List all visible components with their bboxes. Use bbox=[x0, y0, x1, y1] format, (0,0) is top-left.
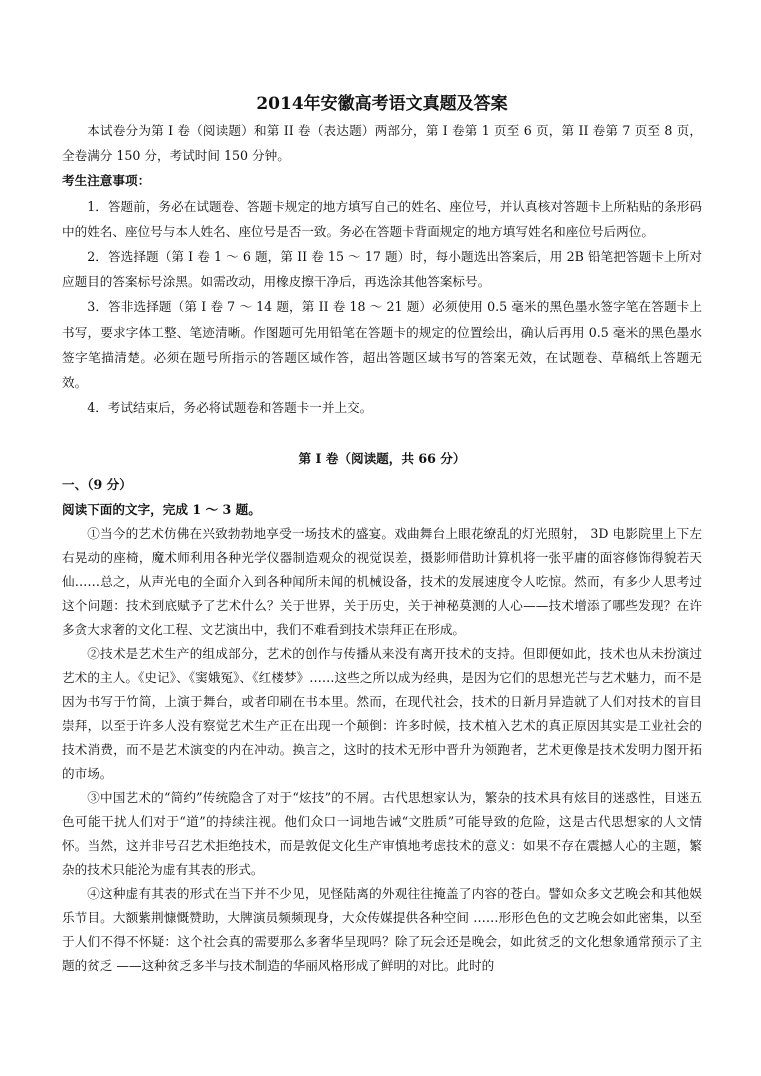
document-title: 2014年安徽高考语文真题及答案 bbox=[256, 94, 508, 114]
notice-item-1: 1．答题前，务必在试题卷、答题卡规定的地方填写自己的姓名、座位号，并认真核对答题卡上所粘贴的条形码中的姓名、座位号与本人姓名、座位号是否一致。务必在答题卡背面规定的地方填写姓名和座位号后两位。 bbox=[62, 198, 702, 239]
notice-item-4: 4．考试结束后，务必将试题卷和答题卡一并上交。 bbox=[87, 400, 373, 416]
document-page bbox=[62, 92, 702, 978]
part-heading: 一、（9 分） bbox=[62, 476, 132, 492]
notice-item-2: 2．答选择题（第 I 卷 1 ～ 6 题，第 II 卷 15 ～ 17 题）时，每小题选出答案后，用 2B 铅笔把答题卡上所对应题目的答案标号涂黑。如需改动，用橡皮擦干净后，再选涂其他答案标号。 bbox=[62, 249, 702, 290]
notice-heading: 考生注意事项： bbox=[62, 173, 151, 189]
reading-instruction: 阅读下面的文字，完成 1 ～ 3 题。 bbox=[62, 501, 261, 517]
notice-item-3: 3．答非选择题（第 I 卷 7 ～ 14 题，第 II 卷 18 ～ 21 题）必须使用 0.5 毫米的黑色墨水签字笔在答题卡上书写，要求字体工整、笔迹清晰。作图题可先用铅笔在答题卡的规定的位置绘出，确认后再用 0.5 毫米的黑色墨水签字笔描清楚。必须在题号所指示的答题区域作答，超出答题区域书写的答案无效，在试题卷、草稿纸上答题无效。 bbox=[62, 299, 702, 391]
section-title: 第 I 卷（阅读题，共 66 分） bbox=[298, 451, 466, 467]
reading-paragraph-3: ③中国艺术的“简约”传统隐含了对于“炫技”的不屑。古代思想家认为，繁杂的技术具有炫目的迷惑性，目迷五色可能干扰人们对于“道”的持续注视。他们众口一词地告诫“文胜质”可能导致的危险，这是古代思想家的人文情怀。当然，这并非号召艺术拒绝技术，而是敦促文化生产审慎地考虑技术的意义：如果不存在震撼人心的主题，繁杂的技术只能沦为虚有其表的形式。 bbox=[62, 790, 702, 878]
reading-paragraph-2: ②技术是艺术生产的组成部分，艺术的创作与传播从来没有离开技术的支持。但即便如此，技术也从未扮演过艺术的主人。《史记》、《窦娥冤》、《红楼梦》……这些之所以成为经典，是因为它们的思想光芒与艺术魅力，而不是因为书写于竹简，上演于舞台，或者印刷在书本里。然而，在现代社会，技术的日新月异造就了人们对技术的盲目崇拜，以至于许多人没有察觉艺术生产正在出现一个颠倒：许多时候，技术植入艺术的真正原因其实是工业社会的技术消费，而不是艺术演变的内在冲动。换言之，这时的技术无形中晋升为领跑者，艺术更像是技术发明力图开拓的市场。 bbox=[62, 646, 702, 782]
reading-paragraph-4: ④这种虚有其表的形式在当下并不少见，见怪陆离的外观往往掩盖了内容的苍白。譬如众多文艺晚会和其他娱乐节目。大额紫荆慷慨赞助，大牌演员频频现身，大众传媒提供各种空间 ……形形色色的文艺晚会如此密集，以至于人们不得不怀疑：这个社会真的需要那么多奢华呈现吗？除了玩会还是晚会，如此贫乏的文化想象通常预示了主题的贫乏 ——这种贫乏多半与技术制造的华丽风格形成了鲜明的对比。此时的 bbox=[62, 886, 702, 974]
exam-intro: 本试卷分为第 I 卷（阅读题）和第 II 卷（表达题）两部分，第 I 卷第 1 页至 6 页，第 II 卷第 7 页至 8 页，全卷满分 150 分，考试时间 150 分钟。 bbox=[62, 123, 702, 164]
reading-paragraph-1: ①当今的艺术仿佛在兴致勃勃地享受一场技术的盛宴。戏曲舞台上眼花缭乱的灯光照射， 3D 电影院里上下左右晃动的座椅，魔术师利用各种光学仪器制造观众的视觉误差，摄影师借助计算机将一张平庸的面容修饰得貌若天仙……总之，从声光电的全面介入到各种闻所未闻的机械设备，技术的发展速度令人吃惊。然而，有多少人思考过这个问题：技术到底赋予了艺术什么？关于世界，关于历史，关于神秘莫测的人心——技术增添了哪些发现？在许多贪大求奢的文化工程、文艺演出中，我们不难看到技术崇拜正在形成。 bbox=[62, 526, 702, 638]
